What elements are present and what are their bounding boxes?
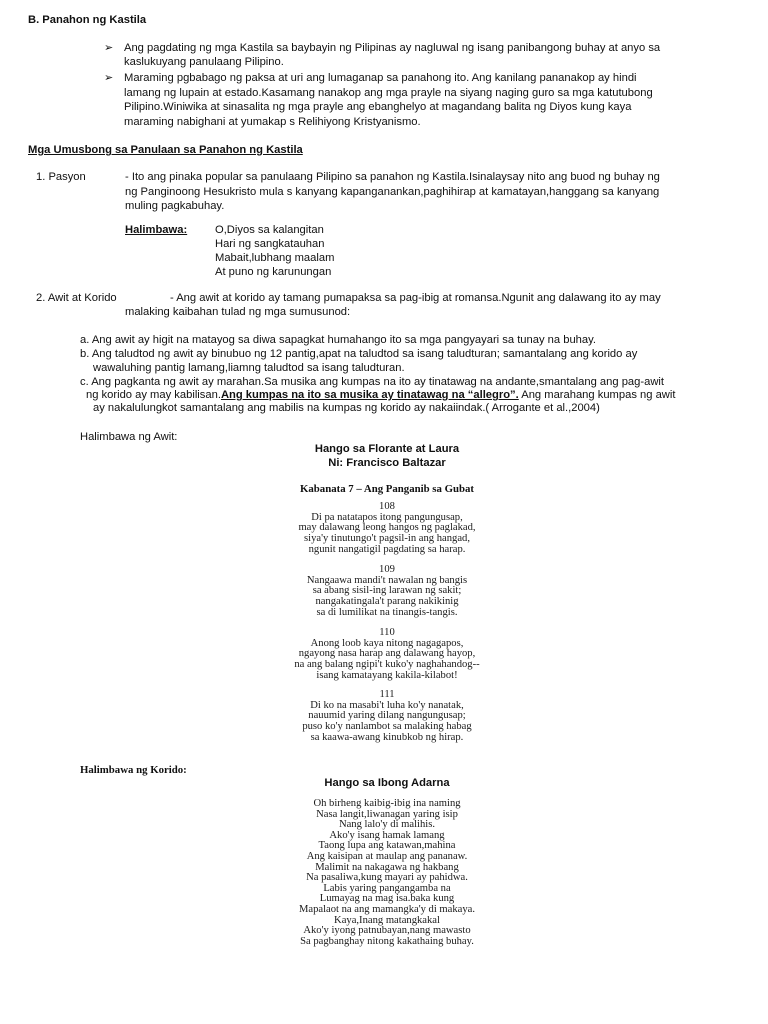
poem-line: Ako'y iyong patnubayan,nang mawasto <box>303 925 471 937</box>
poem-line: Ako'y isang hamak lamang <box>329 829 445 841</box>
text-line: - Ito ang pinaka popular sa panulaang Pilipino sa panahon ng Kastila.Isinalaysay nito ang buod ng buhay ng <box>125 171 660 183</box>
item-c-text: Ang marahang kumpas ng awit <box>518 389 676 401</box>
text-line: Maraming pgbabago ng paksa at uri ang lumaganap sa panahong ito. Ang kanilang pananakop ay hindi <box>124 72 637 84</box>
awit-korido-desc-line-2: malaking kaibahan tulad ng mga sumusunod: <box>125 306 351 318</box>
item-a: a. Ang awit ay higit na matayog sa diwa sapagkat humahango ito sa mga pangyayari sa tunay na buhay. <box>80 334 596 346</box>
poem-line: ngayong nasa harap ang dalawang hayop, <box>298 648 476 660</box>
text-line: O,Diyos sa kalangitan <box>215 224 324 236</box>
bullet-paragraph-2 <box>124 71 734 129</box>
awit-stanza-109 <box>3 565 768 619</box>
awit-source-title: Hango sa Florante at Laura <box>314 443 460 455</box>
text-line: maraming nabighani at yumakap s Relihiyong Kristyanismo. <box>124 115 421 128</box>
poem-line: Mapalaot na ang mamangka'y di makaya. <box>298 903 476 915</box>
allegro-emphasis: Ang kumpas na ito sa musika ay tinatawag na “allegro”. <box>220 389 519 401</box>
awit-korido-label: 2. Awit at Korido <box>36 292 117 304</box>
poem-line: nauumid yaring dilang nangungusap; <box>308 710 466 722</box>
poem-line: nangakatingala't parang nakikinig <box>315 596 459 608</box>
awit-stanza-108 <box>3 502 768 556</box>
awit-stanza-111 <box>3 690 768 744</box>
awit-korido-desc-line-1: - Ang awit at korido ay tamang pumapaksa sa pag-ibig at romansa.Ngunit ang dalawang ito ay may <box>170 292 661 304</box>
poem-line: Nang lalo'y di malihis. <box>338 819 436 831</box>
poem-line: na ang balang ngipi't kuko'y naghahandog-- <box>294 659 480 671</box>
korido-example-label: Halimbawa ng Korido: <box>80 764 187 776</box>
stanza-number: 111 <box>379 689 395 700</box>
poem-line: ngunit nangatigil pagdating sa harap. <box>308 543 466 555</box>
poem-line: siya'y tinutungo't pagsil-in ang hangad, <box>304 533 470 545</box>
text-line: Pilipino.Winiwika at sinasalita ng mga prayle ang ebanghelyo at magandang balita ng Diyos kung kaya <box>124 101 632 113</box>
stanza-number: 109 <box>379 564 395 575</box>
poem-line: Anong loob kaya nitong nagagapos, <box>310 637 464 649</box>
section-b-heading: B. Panahon ng Kastila <box>28 14 147 26</box>
poem-line: may dalawang leong hangos ng paglakad, <box>298 522 476 534</box>
text-line: muling pagkabuhay. <box>125 200 225 212</box>
item-b-line-1: b. Ang taludtod ng awit ay binubuo ng 12 pantig,apat na taludtod sa isang taludturan; samantalang ang korido ay <box>80 348 638 360</box>
item-b-line-2: wawaluhing pantig lamang,liamng taludtod sa isang taludturan. <box>93 362 405 374</box>
poem-line: Na pasaliwa,kung mayari ay pahidwa. <box>306 872 468 884</box>
bullet-paragraph-1 <box>124 41 734 69</box>
bullet-arrow-icon: ➢ <box>104 72 114 84</box>
umusbong-heading: Mga Umusbong sa Panulaan sa Panahon ng Kastila <box>28 144 303 156</box>
poem-line: Nasa langit,liwanagan yaring isip <box>316 808 458 820</box>
text-line: Mabait,lubhang maalam <box>215 252 335 264</box>
pasyon-halimbawa-label: Halimbawa: <box>125 224 188 236</box>
text-line: ng Panginoong Hesukristo mula s kanyang kapanganankan,paghihirap at kamatayan,hanggang sa kanyang <box>125 185 660 198</box>
poem-line: Labis yaring pangangamba na <box>323 882 451 894</box>
poem-line: Malimit na nakagawa ng hakbang <box>315 861 459 873</box>
pasyon-label: 1. Pasyon <box>36 171 86 183</box>
poem-line: Nangaawa mandi't nawalan ng bangis <box>306 574 468 586</box>
poem-line: Sa pagbanghay nitong kakathaing buhay. <box>300 935 474 947</box>
poem-line: Kaya,Inang matangkakal <box>334 914 440 926</box>
korido-source-title: Hango sa Ibong Adarna <box>324 777 450 789</box>
text-line: lamang ng lupain at estado.Kasamang nanakop ang mga prayle na siyang naging guro sa mga katutubong <box>124 86 653 99</box>
stanza-number: 110 <box>379 627 395 638</box>
item-c-line-2 <box>86 388 675 402</box>
korido-poem <box>3 799 768 947</box>
awit-stanza-110 <box>3 628 768 682</box>
awit-chapter-title: Kabanata 7 – Ang Panganib sa Gubat <box>300 483 474 495</box>
text-line: Hari ng sangkatauhan <box>215 238 325 250</box>
awit-example-label: Halimbawa ng Awit: <box>80 431 178 443</box>
poem-line: Lumayag na mag isa.baka kung <box>319 893 455 905</box>
text-line: Ang pagdating ng mga Kastila sa baybayin ng Pilipinas ay nagluwal ng isang panibangong buhay at anyo sa <box>124 42 661 54</box>
pasyon-description <box>125 170 660 214</box>
pasyon-example <box>215 223 334 279</box>
awit-author: Ni: Francisco Baltazar <box>328 457 446 469</box>
poem-line: isang kamatayang kakila-kilabot! <box>316 669 458 681</box>
poem-line: Ang kaisipan at maulap ang pananaw. <box>306 850 468 862</box>
poem-line: Di pa natatapos itong pangungusap, <box>311 511 463 523</box>
poem-line: Oh birheng kaibig-ibig ina naming <box>313 798 461 809</box>
poem-line: sa kaawa-awang kinubkob ng hirap. <box>310 731 464 743</box>
poem-line: sa abang sisil-ing larawan ng sakit; <box>312 585 462 597</box>
text-line: At puno ng karunungan <box>215 266 332 278</box>
bullet-arrow-icon: ➢ <box>104 42 114 54</box>
item-c-line-3: ay nakalulungkot samantalang ang mabilis na kumpas ng korido ay nakaiindak.( Arrogante et al.,2004) <box>93 402 600 414</box>
poem-line: Di ko na masabi't luha ko'y nanatak, <box>310 699 464 711</box>
item-c-line-1: c. Ang pagkanta ng awit ay marahan.Sa musika ang kumpas na ito ay tinatawag na andante,smantalang ang pag-awit <box>80 376 664 388</box>
poem-line: sa di lumilikat na tinangis-tangis. <box>316 606 458 618</box>
poem-line: Taong lupa ang katawan,mahina <box>318 840 456 852</box>
stanza-number: 108 <box>379 501 395 512</box>
poem-line: puso ko'y nanlambot sa malaking habag <box>302 721 472 733</box>
text-line: kaslukuyang panulaang Pilipino. <box>124 56 284 68</box>
item-c-text: ng korido ay may kabilisan. <box>86 389 221 401</box>
